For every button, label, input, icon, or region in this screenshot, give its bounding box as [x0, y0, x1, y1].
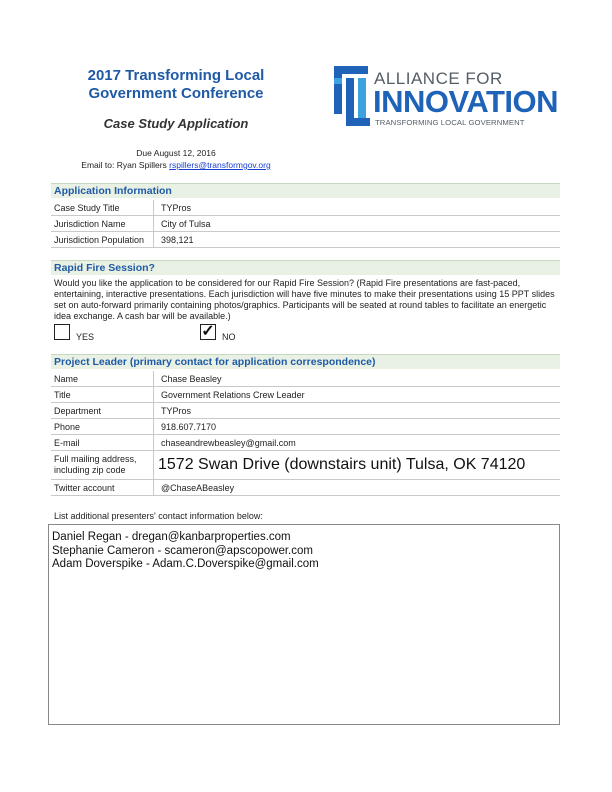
- leader-title-field[interactable]: Government Relations Crew Leader: [161, 389, 305, 400]
- leader-email-field[interactable]: chaseandrewbeasley@gmail.com: [161, 437, 296, 448]
- table-row: [51, 232, 560, 248]
- additional-presenters-label: List additional presenters' contact information below:: [54, 511, 263, 521]
- conference-title-line1: 2017 Transforming Local: [87, 67, 265, 84]
- table-row: [51, 387, 560, 403]
- row-label: Title: [51, 387, 154, 402]
- due-date: Due August 12, 2016: [136, 148, 216, 158]
- email-line: [60, 160, 292, 170]
- table-row: [51, 419, 560, 435]
- logo-line3: TRANSFORMING LOCAL GOVERNMENT: [375, 118, 525, 127]
- row-label: Full mailing address, including zip code: [51, 451, 154, 479]
- row-label: Phone: [51, 419, 154, 434]
- table-row: [51, 200, 560, 216]
- additional-presenters-textarea[interactable]: [48, 524, 560, 725]
- list-item: Stephanie Cameron - scameron@apscopower.com: [52, 544, 313, 557]
- logo-line1: ALLIANCE FOR: [374, 69, 503, 88]
- yes-label: YES: [76, 332, 95, 342]
- email-link[interactable]: rspillers@transformgov.org: [169, 160, 271, 170]
- row-label: Name: [51, 371, 154, 386]
- no-checkbox[interactable]: [200, 324, 216, 340]
- jurisdiction-name-field[interactable]: City of Tulsa: [161, 218, 211, 229]
- table-row: [51, 371, 560, 387]
- row-label: Department: [51, 403, 154, 418]
- email-prefix: Email to: Ryan Spillers: [81, 160, 167, 170]
- leader-name-field[interactable]: Chase Beasley: [161, 373, 222, 384]
- table-row: [51, 451, 560, 480]
- yes-checkbox[interactable]: [54, 324, 70, 340]
- table-row: [51, 403, 560, 419]
- checkmark-icon: ✓: [201, 323, 215, 340]
- table-row: [51, 480, 560, 496]
- row-label: Jurisdiction Population: [51, 232, 154, 247]
- row-label: E-mail: [51, 435, 154, 450]
- logo-line2: INNOVATION: [373, 84, 559, 119]
- alliance-logo-mark-icon: [334, 66, 374, 126]
- row-label: Jurisdiction Name: [51, 216, 154, 231]
- case-study-title-field[interactable]: TYPros: [161, 202, 192, 213]
- rapid-fire-heading: Rapid Fire Session?: [51, 260, 560, 275]
- leader-twitter-field[interactable]: @ChaseABeasley: [161, 482, 235, 493]
- leader-phone-field[interactable]: 918.607.7170: [161, 421, 217, 432]
- row-label: Twitter account: [51, 480, 154, 495]
- row-label: Case Study Title: [51, 200, 154, 215]
- project-leader-heading: Project Leader (primary contact for application correspondence): [51, 354, 560, 369]
- document-subtitle: Case Study Application: [103, 116, 249, 131]
- rapid-fire-description: Would you like the application to be considered for our Rapid Fire Session? (Rapid Fire presentations are fast-paced, entertaining, interactive presentations. Each jurisdiction will have five minutes to make their presentations using 15 PPT slides set on auto-forward primarily containing photos/graphics. Participants will be seated at round tables to facilitate an energetic idea exchange. A cash bar will be available.): [54, 278, 555, 321]
- list-item: Adam Doverspike - Adam.C.Doverspike@gmail.com: [52, 558, 319, 570]
- leader-address-field[interactable]: 1572 Swan Drive (downstairs unit) Tulsa, OK 74120: [158, 456, 526, 473]
- application-info-heading: Application Information: [51, 183, 560, 198]
- leader-department-field[interactable]: TYPros: [161, 405, 192, 416]
- jurisdiction-population-field[interactable]: 398,121: [161, 234, 194, 245]
- no-label: NO: [222, 332, 236, 342]
- conference-title-line2: Government Conference: [88, 85, 264, 102]
- alliance-logo: [334, 66, 559, 128]
- list-item: Daniel Regan - dregan@kanbarproperties.com: [52, 531, 291, 543]
- table-row: [51, 435, 560, 451]
- conference-title: [60, 67, 292, 103]
- table-row: [51, 216, 560, 232]
